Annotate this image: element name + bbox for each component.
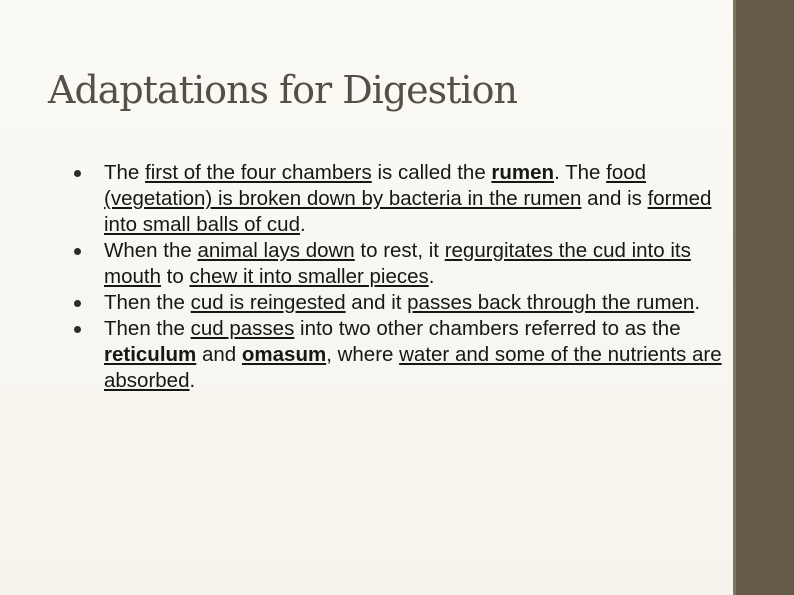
bullet-text-segment: formed into small balls of cud <box>104 187 712 236</box>
bullet-text-segment: Then the <box>104 291 191 314</box>
bullet-text-segment: . <box>189 369 196 392</box>
bullet-text-segment: reticulum <box>104 343 197 366</box>
bullet-text-segment: animal lays down <box>197 239 355 262</box>
bullet-item <box>74 316 724 394</box>
bullet-item <box>74 290 724 316</box>
bullet-text-segment: . The <box>554 161 607 184</box>
bullet-list <box>74 160 724 394</box>
bullet-item <box>74 238 724 290</box>
bullet-text-segment: The <box>104 161 146 184</box>
bullet-text-segment: Then the <box>104 317 191 340</box>
slide-title: Adaptations for Digestion <box>48 68 517 112</box>
bullet-text-segment: passes back through the rumen <box>407 291 695 314</box>
bullet-text-segment: . <box>428 265 435 288</box>
bullet-text-segment: and is <box>581 187 648 210</box>
side-band <box>736 0 794 595</box>
bullet-dot-icon <box>74 326 81 333</box>
bullet-text-segment: chew it into smaller pieces <box>189 265 429 288</box>
bullet-text-segment: , where <box>326 343 400 366</box>
bullet-text-segment: omasum <box>241 343 327 366</box>
bullet-text-segment: to <box>160 265 190 288</box>
bullet-text-segment: food (vegetation) is broken down by bacteria in the rumen <box>104 161 647 210</box>
bullet-text-segment: into two other chambers referred to as the <box>294 317 681 340</box>
bullet-text-segment: . <box>694 291 701 314</box>
bullet-text-segment: cud is reingested <box>190 291 346 314</box>
bullet-text-segment: first of the four chambers <box>145 161 372 184</box>
bullet-text-segment: and it <box>345 291 408 314</box>
bullet-text-segment: water and some of the nutrients are absorbed <box>104 343 722 392</box>
bullet-dot-icon <box>74 248 81 255</box>
bullet-dot-icon <box>74 170 81 177</box>
bullet-dot-icon <box>74 300 81 307</box>
bullet-text-segment: cud passes <box>190 317 295 340</box>
bullet-text-segment: to rest, it <box>354 239 445 262</box>
bullet-text-segment: rumen <box>491 161 555 184</box>
bullet-text-segment: regurgitates the cud into its mouth <box>104 239 691 288</box>
bullet-item <box>74 160 724 238</box>
bullet-text-segment: and <box>196 343 242 366</box>
bullet-text-segment: When the <box>104 239 198 262</box>
bullet-text-segment: . <box>299 213 306 236</box>
bullet-text-segment: is called the <box>371 161 492 184</box>
